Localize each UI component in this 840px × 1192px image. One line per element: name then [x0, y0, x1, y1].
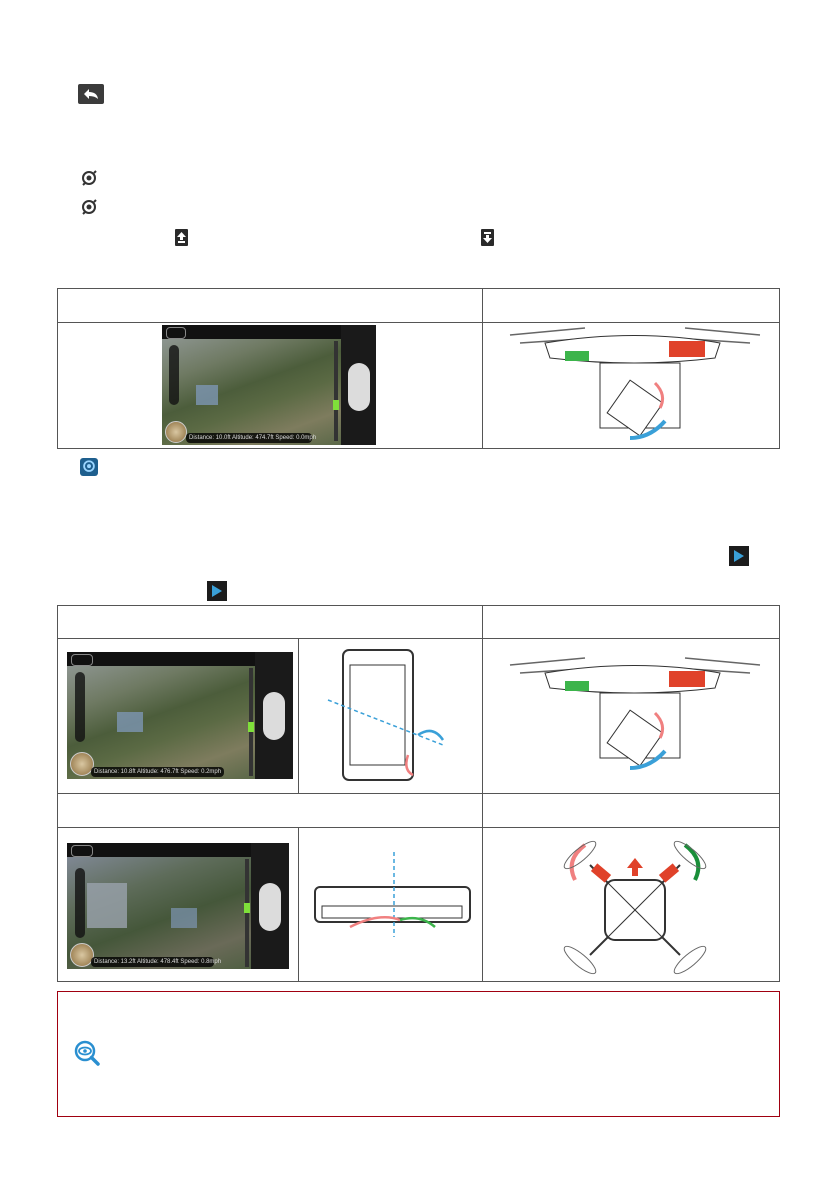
drone-illustration [505, 323, 765, 448]
camera-control [263, 692, 285, 740]
gimbal-icon [80, 170, 98, 188]
table2-header2-right [482, 793, 780, 828]
device-tilt-illustration [318, 645, 458, 785]
tip-box [57, 991, 780, 1117]
camera-control [348, 363, 370, 411]
back-arrow-icon [71, 654, 93, 666]
app-screenshot [67, 843, 289, 969]
play-icon [207, 581, 227, 601]
back-arrow-icon [166, 327, 186, 339]
play-icon [729, 546, 749, 566]
back-arrow-icon [71, 845, 93, 857]
gimbal-icon [80, 458, 98, 476]
magnifier-eye-icon [74, 1040, 100, 1071]
status-text: Distance: 13.2ft Altitude: 478.4ft Speed: 0.8mph [91, 957, 214, 967]
device-rotate-illustration [310, 852, 475, 942]
drone-top-view-illustration [550, 830, 720, 980]
camera-control [259, 883, 281, 931]
gimbal-icon [80, 199, 98, 217]
table1-header-right [482, 288, 780, 323]
up-arrow-icon [175, 229, 188, 246]
down-arrow-icon [481, 229, 494, 246]
app-screenshot [162, 325, 376, 445]
drone-illustration [505, 653, 765, 778]
status-text: Distance: 10.8ft Altitude: 476.7ft Speed: 0.2mph [91, 767, 224, 777]
table2-header-right [482, 605, 780, 639]
status-text: Distance: 10.0ft Altitude: 474.7ft Speed: 0.0mph [186, 433, 312, 443]
table2-header2-left [57, 793, 483, 828]
app-screenshot [67, 652, 293, 779]
table2-header-left [57, 605, 483, 639]
back-arrow-icon [78, 84, 104, 104]
table1-header-left [57, 288, 483, 323]
